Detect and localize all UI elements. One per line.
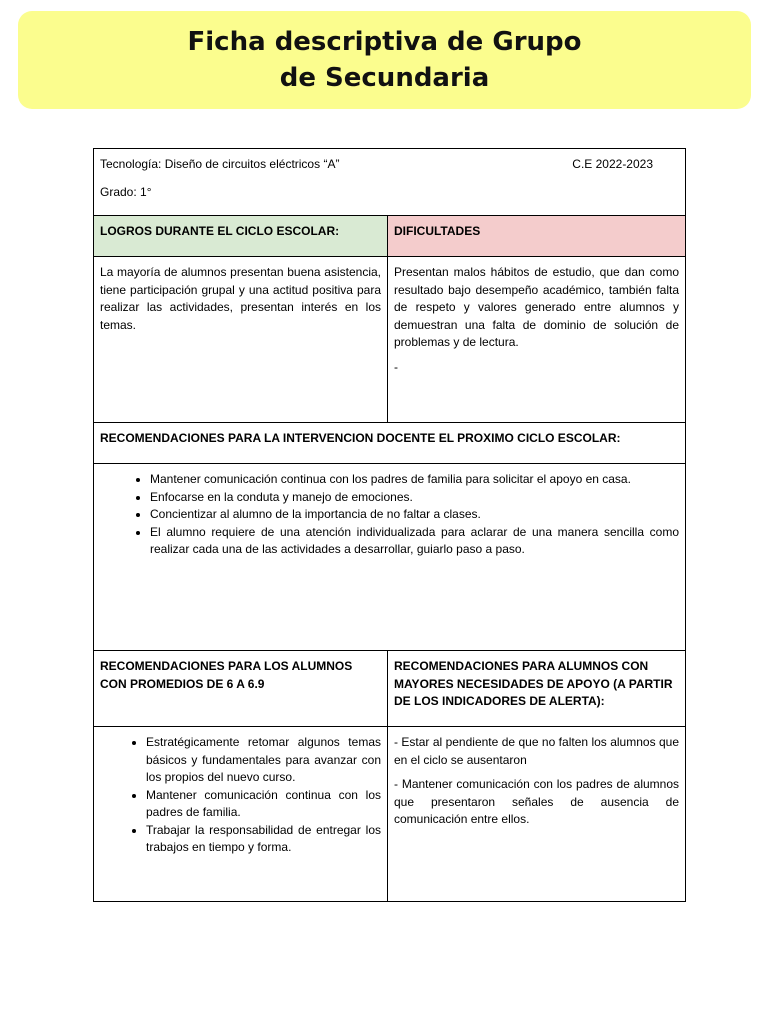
title-banner (18, 11, 751, 109)
list-item: • Mantener comunicación continua con los padres de familia para solicitar el apoyo en casa. (150, 471, 679, 489)
support-item: - Estar al pendiente de que no falten los alumnos que en el ciclo se ausentaron (394, 735, 680, 767)
list-item: • Trabajar la responsabilidad de entregar los trabajos en tiempo y forma. (146, 822, 381, 857)
list-item: • Estratégicamente retomar algunos temas básicos y fundamentales para avanzar con los propios del nuevo curso. (146, 734, 381, 787)
grade-label: Grado: 1° (100, 184, 152, 199)
list-item: • Enfocarse en la conduta y manejo de emociones. (150, 489, 679, 507)
difficulties-text: Presentan malos hábitos de estudio, que dan como resultado bajo desempeño académico, también falta de respeto y valores generado entre alumnos y demuestran una falta de dominio de solución de problemas y de lectura. (394, 265, 680, 349)
descriptive-sheet-table (93, 148, 686, 902)
difficulties-note: - (394, 359, 398, 374)
low-avg-list (100, 734, 381, 857)
header-cell (94, 149, 686, 216)
achievements-heading: LOGROS DURANTE EL CICLO ESCOLAR: (94, 216, 388, 257)
low-avg-heading: RECOMENDACIONES PARA LOS ALUMNOS CON PROMEDIOS DE 6 A 6.9 (94, 651, 388, 727)
teacher-recs-heading: RECOMENDACIONES PARA LA INTERVENCION DOCENTE EL PROXIMO CICLO ESCOLAR: (94, 423, 686, 464)
difficulties-heading: DIFICULTADES (388, 216, 686, 257)
support-heading: RECOMENDACIONES PARA ALUMNOS CON MAYORES NECESIDADES DE APOYO (A PARTIR DE LOS INDICADORES DE ALERTA): (388, 651, 686, 727)
support-cell (388, 727, 686, 902)
teacher-recs-list (100, 471, 679, 559)
support-item: - Mantener comunicación con los padres de alumnos que presentaron señales de ausencia de comunicación entre ellos. (394, 777, 680, 826)
low-avg-cell (94, 727, 388, 902)
list-item: • Concientizar al alumno de la importancia de no faltar a clases. (150, 506, 679, 524)
cycle-label: C.E 2022-2023 (572, 157, 654, 171)
subject-label: Tecnología: Diseño de circuitos eléctricos “A” (100, 157, 340, 171)
teacher-recs-cell (94, 464, 686, 651)
achievements-text: La mayoría de alumnos presentan buena asistencia, tiene participación grupal y una actitud positiva para realizar las actividades, presentan interés en los temas. (94, 257, 388, 423)
list-item: • Mantener comunicación continua con los padres de familia. (146, 787, 381, 822)
difficulties-cell (388, 257, 686, 423)
title-line-2: de Secundaria (279, 63, 490, 93)
title-line-1: Ficha descriptiva de Grupo (187, 27, 582, 57)
list-item: • El alumno requiere de una atención individualizada para aclarar de una manera sencilla como realizar cada una de las actividades a desarrollar, guiarlo paso a paso. (150, 524, 679, 559)
